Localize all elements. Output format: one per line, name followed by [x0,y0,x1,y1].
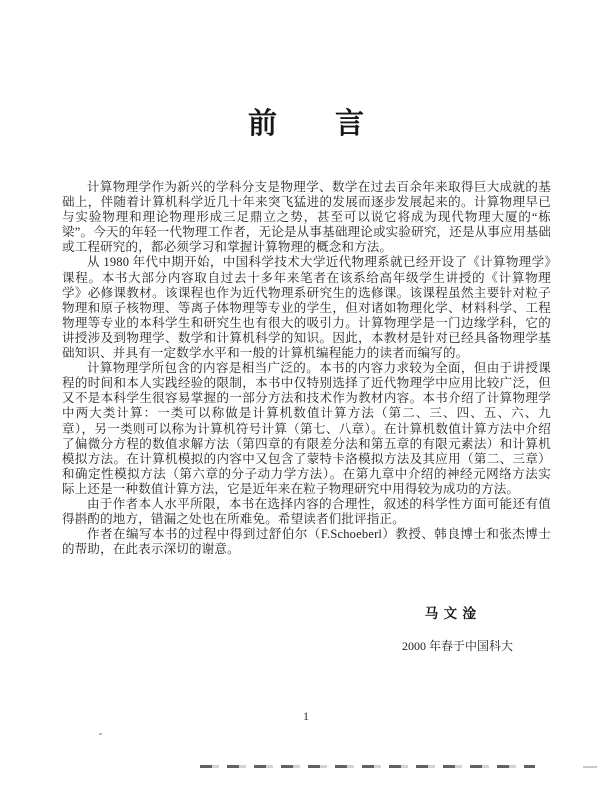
page-number: 1 [303,709,309,723]
preface-paragraph-4: 由于作者本人水平所限，本书在选择内容的合理性，叙述的科学性方面可能还有值得斟酌的地方，错漏之处也在所难免。希望读者们批评指正。 [62,496,551,527]
preface-body [62,180,551,557]
scan-artifact-line [200,765,535,768]
author-signature: 马 文 淦 [424,606,477,621]
page-title: 前 言 [247,108,364,140]
preface-paragraph-2: 从 1980 年代中期开始，中国科学技术大学近代物理系就已经开设了《计算物理学》课程。本书大部分内容取自过去十多年来笔者在该系给高年级学生讲授的《计算物理学》必修课教材。该课程也作为近代物理系研究生的选修课。该课程虽然主要针对粒子物理和原子核物理、等离子体物理等专业的学生，但对诸如物理化学、材料科学、工程物理等专业的本科学生和研究生也有很大的吸引力。计算物理学是一门边缘学科，它的讲授涉及到物理学、数学和计算机科学的知识。因此，本教材是针对已经具备物理学基础知识、并具有一定数学水平和一般的计算机编程能力的读者而编写的。 [62,255,551,361]
scan-speck [99,733,102,735]
scan-artifact-dash [583,766,597,768]
preface-paragraph-1: 计算物理学作为新兴的学科分支是物理学、数学在过去百余年来取得巨大成就的基础上，伴随着计算机科学近几十年来突飞猛进的发展而逐步发展起来的。计算物理早已与实验物理和理论物理形成三足鼎立之势，甚至可以说它将成为现代物理大厦的“栋梁”。今天的年轻一代物理工作者，无论是从事基础理论或实验研究，还是从事应用基础或工程研究的，都必须学习和掌握计算物理的概念和方法。 [62,180,551,255]
date-place-line: 2000 年春于中国科大 [401,639,513,653]
preface-paragraph-5: 作者在编写本书的过程中得到过舒伯尔（F.Schoeberl）教授、韩良博士和张杰博士的帮助，在此表示深切的谢意。 [62,527,551,557]
preface-paragraph-3: 计算物理学所包含的内容是相当广泛的。本书的内容力求较为全面，但由于讲授课程的时间和本人实践经验的限制，本书中仅特别选择了近代物理学中应用比较广泛，但又不是本科学生很容易掌握的一部分方法和技术作为教材内容。本书介绍了计算物理学中两大类计算：一类可以称做是计算机数值计算方法（第二、三、四、五、六、九章），另一类则可以称为计算机符号计算（第七、八章）。在计算机数值计算方法中介绍了偏微分方程的数值求解方法（第四章的有限差分法和第五章的有限元素法）和计算机模拟方法。在计算机模拟的内容中又包含了蒙特卡洛模拟方法及其应用（第二、三章）和确定性模拟方法（第六章的分子动力学方法）。在第九章中介绍的神经元网络方法实际上还是一种数值计算方法，它是近年来在粒子物理研究中用得较为成功的方法。 [62,361,551,496]
